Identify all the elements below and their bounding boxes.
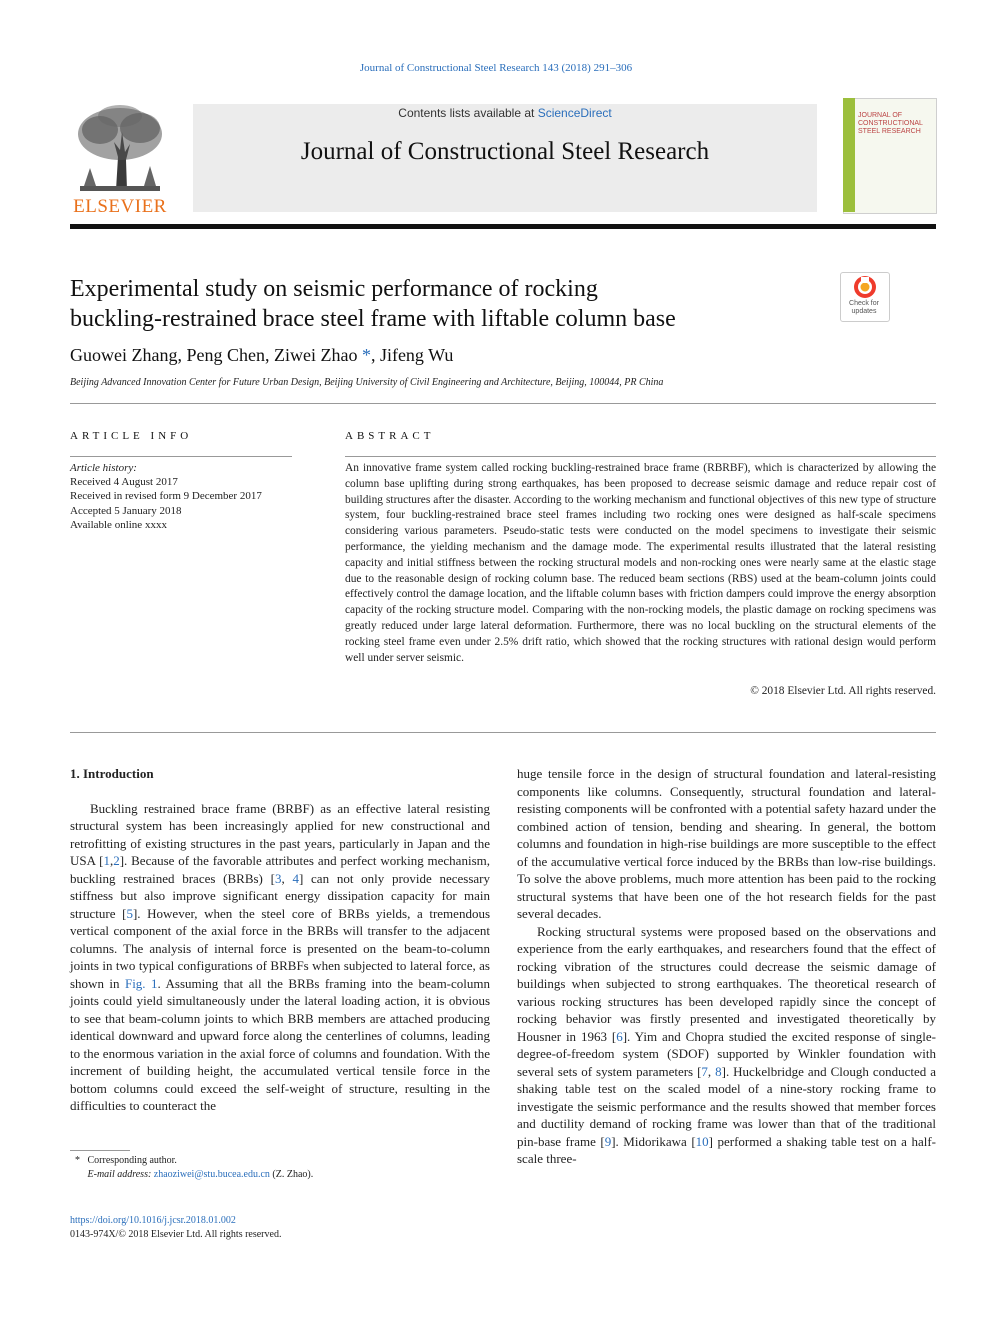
intro-paragraph-1 [70, 800, 490, 1115]
history-received: Received 4 August 2017 [70, 476, 178, 489]
text: ]. Midorikawa [ [611, 1133, 696, 1149]
sciencedirect-link[interactable]: ScienceDirect [537, 106, 612, 120]
intro-paragraph-1-cont: huge tensile force in the design of structural foundation and lateral-resisting components like columns. Consequently, structural foundation and lateral-resisting components will be confronted with a potential safety hazard under the combined action of tension, bending and shearing. In general, the bottom columns and foundation in high-rise buildings are more susceptible to the effect of the accumulative vertical force induced by the BRBs than low-rise buildings. To solve the above problems, much more attention has been paid to the rocking structural systems that have been one of the hot research fields for the past several decades. [517, 766, 936, 921]
ref-link[interactable]: 6 [616, 1028, 623, 1044]
body-left-column [70, 765, 490, 1115]
doi-link[interactable]: https://doi.org/10.1016/j.jcsr.2018.01.002 [70, 1215, 236, 1226]
text: Rocking structural systems were proposed based on the observations and experience from the early earthquakes, and researchers found that the effect of rocking vibration of the structures could decrease the seismic damage of buildings when subjected to strong earthquakes. The theoretical research of various rocking structures has been developed rapidly since the concept of rocking behavior was firstly presented and investigated theoretically by Housner in 1963 [ [517, 923, 936, 1044]
footnote-corresponding [70, 1154, 313, 1168]
article-info-heading: ARTICLE INFO [70, 430, 193, 442]
text: , [109, 853, 114, 868]
journal-title[interactable]: Journal of Constructional Steel Research [300, 138, 710, 165]
authors-tail: , Jifeng Wu [370, 345, 454, 365]
text: ] can not only provide necessary stiffness but also improve significant energy dissipation capacity for main structure [ [70, 870, 490, 921]
text: Buckling restrained brace frame (BRBF) as an effective lateral resisting structural system has been increasingly applied for new constructional and retrofitting of existing structures in the past years, particularly in Japan and the USA [ [70, 800, 490, 868]
body-right-column [517, 765, 936, 1168]
ref-link[interactable]: 7 [701, 1063, 708, 1079]
ref-link[interactable]: 5 [126, 905, 133, 921]
footnote-mark: * [75, 1155, 80, 1166]
email-label: E-mail address: [87, 1169, 152, 1180]
footnote-email [70, 1168, 313, 1182]
ref-link[interactable]: 4 [292, 870, 299, 886]
title-line-2: buckling-restrained brace steel frame with liftable column base [70, 306, 676, 332]
history-accepted: Accepted 5 January 2018 [70, 504, 182, 517]
title-line-1: Experimental study on seismic performance of rocking [70, 276, 598, 302]
ref-link[interactable]: 9 [604, 1133, 612, 1149]
ref-link[interactable]: 8 [715, 1063, 722, 1079]
authors-main: Guowei Zhang, Peng Chen, Ziwei Zhao [70, 345, 362, 365]
contents-line [193, 106, 817, 120]
section-heading-introduction: 1. Introduction [70, 766, 154, 781]
text: ] performed a shaking table test on a half-scale three- [517, 1133, 936, 1166]
email-tail: (Z. Zhao). [269, 1169, 314, 1180]
cover-title: JOURNAL OF CONSTRUCTIONAL STEEL RESEARCH [858, 112, 923, 135]
affiliation: Beijing Advanced Innovation Center for Future Urban Design, Beijing University of Civil Engineering and Architecture, Beijing, 100044, PR China [70, 377, 664, 388]
figure-link[interactable]: Fig. 1 [124, 975, 158, 991]
article-history [70, 461, 262, 532]
ref-link[interactable]: 3 [274, 870, 282, 886]
ref-link[interactable]: 2 [113, 853, 120, 868]
text: ]. Because of the favorable attributes and perfect working mechanism, buckling restrained braces (BRBs) [ [70, 853, 490, 886]
divider [70, 456, 292, 457]
crossmark-icon [841, 273, 889, 303]
history-revised: Received in revised form 9 December 2017 [70, 490, 262, 503]
abstract-text: An innovative frame system called rocking buckling-restrained brace frame (RBRBF), which is characterized by allowing the column base uplifting during strong earthquakes, has been proposed to decrease seismic damage and reduce repair cost of building structures after the disaster. According to the working mechanism and functional objectives of this new type of structure system, four buckling-restrained brace steel frames including two rocking ones were designed as half-scale specimens considering various parameters. Pseudo-static tests were conducted on the model specimens to investigate their seismic performance, the yielding mechanism and the damage mode. The experimental results illustrated that the lateral resisting capacity and initial stiffness between the rocking structural models and non-rocking ones were nearly same at the elastic stage due to the reasonable design of rocking column base. The reduced beam sections (RBS) used at the beam-column joints could effectively control the damage location, and the liftable column bases with friction dampers could improve the energy absorption capacity of the rocking structure model. Comparing with the non-rocking models, the plastic damage on rocking specimens was greatly reduced under large lateral deformation. Furthermore, there was no local buckling on the structural elements of the rocking steel frame even under 2.5% drift ratio, which showed that the rocking structures with rational design would perform well under server seismic. [345, 462, 936, 664]
divider [70, 732, 936, 733]
footnote-rule [70, 1150, 130, 1151]
footnote [70, 1154, 313, 1182]
article-title [70, 274, 770, 334]
contents-prefix: Contents lists available at [398, 106, 538, 120]
text: , [281, 870, 293, 886]
abstract-copyright: © 2018 Elsevier Ltd. All rights reserved. [750, 685, 936, 697]
history-label: Article history: [70, 462, 137, 474]
text: ]. However, when the steel core of BRBs yields, a tremendous vertical component of the axial force in the BRBs will transfer to the adjacent columns. The analysis of internal force is presented on the beam-to-column joints in two typical configurations of BRBFs when subjected to lateral force, as shown in [70, 905, 490, 991]
ref-link[interactable]: 10 [695, 1133, 709, 1149]
journal-reference[interactable]: Journal of Constructional Steel Research 143 (2018) 291–306 [359, 62, 633, 74]
cover-green-strip [843, 98, 855, 212]
text: . Assuming that all the BRBs framing into the beam-column joints could yield simultaneously under the lateral loading action, it is obvious to see that beam-column joints to which BRB members are attached producing identical downward and upward force along the centerlines of columns, leading to the enormous variation in the axial force of columns and foundation. With the increment of building height, the accumulated vertical tensile force in the bottom columns could exceed the self-weight of structure, resulting in the difficulties to counteract the [70, 975, 491, 1113]
abstract-heading: ABSTRACT [345, 430, 435, 442]
corresponding-label: Corresponding author. [87, 1155, 177, 1166]
text: , [707, 1063, 716, 1079]
crossmark-label-1: Check for [849, 300, 879, 307]
divider [70, 403, 936, 404]
issn-copyright: 0143-974X/© 2018 Elsevier Ltd. All rights reserved. [70, 1229, 282, 1240]
publisher-name: ELSEVIER [73, 196, 167, 217]
corresponding-author-mark[interactable]: * [361, 345, 371, 365]
authors [70, 345, 453, 366]
crossmark-label-2: updates [851, 308, 877, 315]
email-link[interactable]: zhaoziwei@stu.bucea.edu.cn [153, 1169, 270, 1180]
ref-link[interactable]: 1 [103, 853, 110, 868]
history-online: Available online xxxx [70, 518, 167, 531]
text: ]. Huckelbridge and Clough conducted a shaking table test on the scaled model of a nine-story rocking frame to investigate the seismic performance and the results showed that member forces and ductility demand of rocking frame was lower than that of the traditional pin-base frame [ [517, 1063, 937, 1149]
header-rule [70, 224, 936, 229]
intro-paragraph-2 [517, 923, 936, 1168]
divider [345, 456, 936, 457]
text: ]. Yim and Chopra studied the excited response of single-degree-of-freedom system (SDOF) supported by Winkler foundation with several sets of system parameters [ [517, 1028, 936, 1079]
crossmark-label [840, 300, 888, 316]
